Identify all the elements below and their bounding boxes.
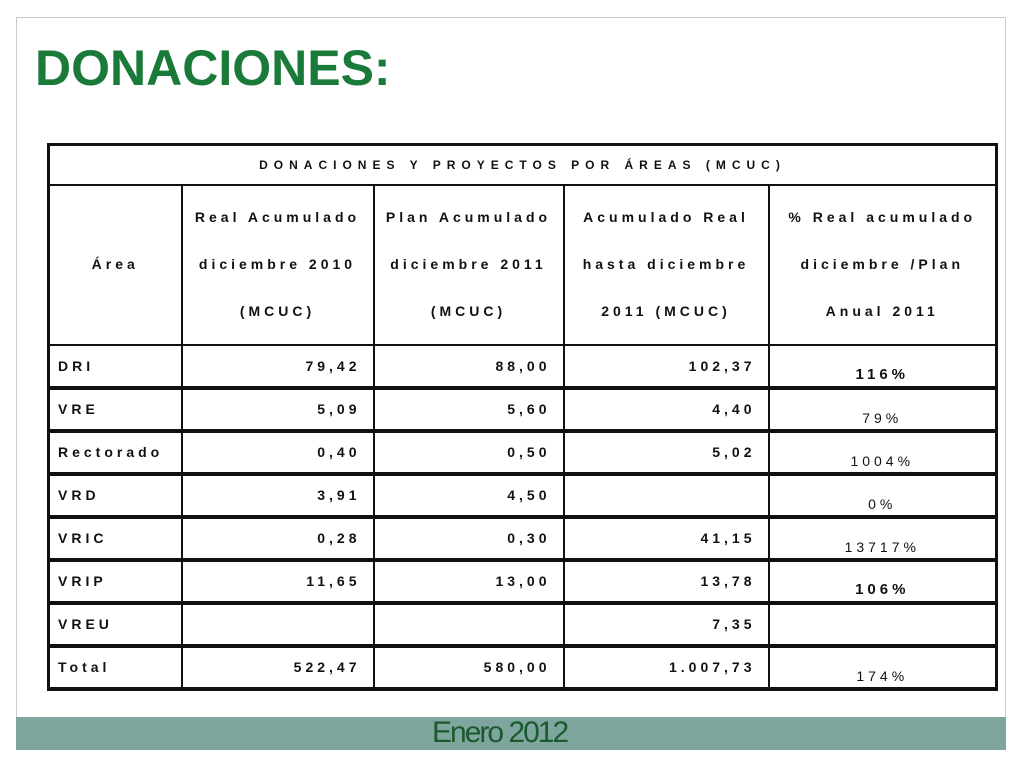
cell-area: VRIC (49, 517, 182, 560)
footer-date: Enero 2012 (432, 716, 568, 749)
cell-real-2010: 3,91 (182, 474, 374, 517)
cell-real-2010: 0,28 (182, 517, 374, 560)
header-real-2011-line-1: Acumulado Real (583, 209, 749, 225)
cell-pct (769, 603, 997, 646)
cell-pct: 174% (769, 646, 997, 689)
cell-real-2010 (182, 603, 374, 646)
header-plan-2011-line-3: (MCUC) (430, 303, 507, 319)
cell-real-2010: 5,09 (182, 388, 374, 431)
cell-area: VRIP (49, 560, 182, 603)
cell-plan-2011: 4,50 (374, 474, 564, 517)
cell-pct: 0% (769, 474, 997, 517)
cell-area: VREU (49, 603, 182, 646)
header-real-2010-line-3: (MCUC) (239, 303, 316, 319)
cell-real-2011: 41,15 (564, 517, 769, 560)
header-plan-2011-line-2: diciembre 2011 (390, 256, 547, 272)
cell-area: Total (49, 646, 182, 689)
header-pct-line-2: diciembre /Plan (800, 256, 964, 272)
cell-plan-2011: 88,00 (374, 345, 564, 388)
table-row (49, 345, 997, 388)
table-caption-row (49, 145, 997, 185)
header-real-2011-line-3: 2011 (MCUC) (601, 303, 731, 319)
header-real-2010-line-2: diciembre 2010 (198, 256, 357, 272)
header-pct-line-3: Anual 2011 (825, 303, 939, 319)
cell-real-2011: 5,02 (564, 431, 769, 474)
donations-table-container (47, 143, 995, 691)
cell-area: VRD (49, 474, 182, 517)
header-area-line: Área (91, 256, 139, 272)
cell-pct: 106% (769, 560, 997, 603)
table-caption: DONACIONES Y PROYECTOS POR ÁREAS (MCUC) (49, 145, 997, 185)
cell-pct: 13717% (769, 517, 997, 560)
cell-plan-2011: 5,60 (374, 388, 564, 431)
cell-plan-2011: 13,00 (374, 560, 564, 603)
cell-plan-2011: 0,30 (374, 517, 564, 560)
cell-real-2010: 11,65 (182, 560, 374, 603)
cell-real-2010: 0,40 (182, 431, 374, 474)
cell-real-2010: 79,42 (182, 345, 374, 388)
cell-real-2011: 102,37 (564, 345, 769, 388)
cell-plan-2011 (374, 603, 564, 646)
table-row (49, 517, 997, 560)
cell-area: Rectorado (49, 431, 182, 474)
table-row-total (49, 646, 997, 689)
table-row (49, 388, 997, 431)
header-plan-2011 (374, 185, 564, 345)
header-real-2010-line-1: Real Acumulado (194, 209, 361, 225)
table-header-row (49, 185, 997, 345)
donations-table (47, 143, 998, 691)
table-row (49, 474, 997, 517)
cell-real-2011: 4,40 (564, 388, 769, 431)
header-area (49, 185, 182, 345)
cell-area: DRI (49, 345, 182, 388)
cell-real-2011: 13,78 (564, 560, 769, 603)
cell-pct: 116% (769, 345, 997, 388)
table-row (49, 603, 997, 646)
slide-title: DONACIONES: (35, 40, 391, 96)
cell-real-2010: 522,47 (182, 646, 374, 689)
cell-area: VRE (49, 388, 182, 431)
header-pct-line-1: % Real acumulado (788, 209, 977, 225)
table-row (49, 431, 997, 474)
cell-pct: 79% (769, 388, 997, 431)
cell-plan-2011: 0,50 (374, 431, 564, 474)
header-real-2010 (182, 185, 374, 345)
table-row (49, 560, 997, 603)
cell-pct: 1004% (769, 431, 997, 474)
header-real-2011-line-2: hasta diciembre (582, 256, 750, 272)
cell-plan-2011: 580,00 (374, 646, 564, 689)
header-plan-2011-line-1: Plan Acumulado (385, 209, 552, 225)
cell-real-2011: 1.007,73 (564, 646, 769, 689)
header-real-2011 (564, 185, 769, 345)
cell-real-2011 (564, 474, 769, 517)
header-pct (769, 185, 997, 345)
cell-real-2011: 7,35 (564, 603, 769, 646)
